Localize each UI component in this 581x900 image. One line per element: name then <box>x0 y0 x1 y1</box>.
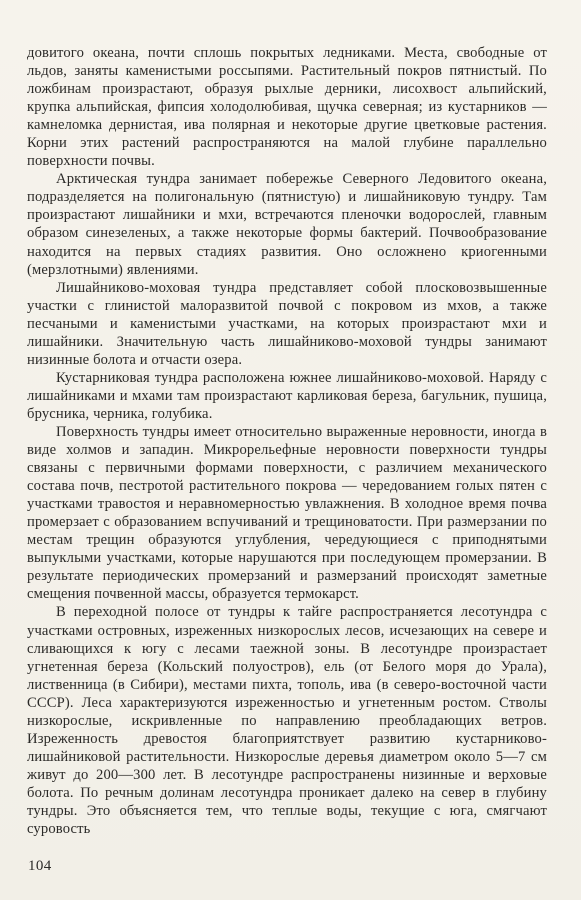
paragraph-6: В переходной полосе от тундры к тайге распространяется лесотундра с участками островных, изреженных низкорослых лесов, исчезающих на севере и сливающихся к югу с лесами таежной зоны. В лесотундре произрастает угнетенная береза (Кольский полуостров), ель (от Белого моря до Урала), лиственница (в Сибири), местами пихта, тополь, ива (в северо-восточной части СССР). Леса характеризуются изреженностью и угнетенным ростом. Стволы низкорослые, искривленные по направлению преобладающих ветров. Изреженность древостоя благоприятствует развитию кустарниково-лишайниковой растительности. Низкорослые деревья диаметром около 5—7 см живут до 200—300 лет. В лесотундре распространены низинные и верховые болота. По речным долинам лесотундра проникает далеко на север в глубину тундры. Это объясняется тем, что теплые воды, текущие с юга, смягчают суровость <box>27 604 547 838</box>
paragraph-2: Арктическая тундра занимает побережье Северного Ледовитого океана, подразделяется на полигональную (пятнистую) и лишайниковую тундру. Там произрастают лишайники и мхи, встречаются пленочки водорослей, главным образом синезеленых, а также некоторые формы бактерий. Почвообразование находится на первых стадиях развития. Оно осложнено криогенными (мерзлотными) явлениями. <box>27 171 547 278</box>
page-number: 104 <box>28 858 52 874</box>
paragraph-1: довитого океана, почти сплошь покрытых ледниками. Места, свободные от льдов, заняты каменистыми россыпями. Растительный покров пятнистый. По ложбинам произрастают, образуя рыхлые дерники, лисохвост альпийский, крупка альпийская, фипсия холодолюбивая, щучка северная; из кустарников — камнеломка дернистая, ива полярная и некоторые другие цветковые растения. Корни этих растений распространяются на малой глубине параллельно поверхности почвы. <box>27 45 547 170</box>
paragraph-4: Кустарниковая тундра расположена южнее лишайниково-моховой. Наряду с лишайниками и мхами там произрастают карликовая береза, багульник, пушица, брусника, черника, голубика. <box>27 369 547 422</box>
paragraph-3: Лишайниково-моховая тундра представляет собой плосковозвышенные участки с глинистой малоразвитой почвой с покровом из мхов, а также песчаными и каменистыми участками, на которых произрастают мхи и лишайники. Значительную часть лишайниково-моховой тундры занимают низинные болота и отчасти озера. <box>27 279 547 368</box>
paragraph-5: Поверхность тундры имеет относительно выраженные неровности, иногда в виде холмов и западин. Микрорельефные неровности поверхности тундры связаны с первичными формами поверхности, с различием механического состава почв, пестротой растительного покрова — чередованием голых пятен с участками травостоя и неравномерностью увлажнения. В холодное время почва промерзает с образованием вспучиваний и трещиноватости. При размерзании по местам трещин образуются углубления, чередующиеся с приподнятыми выпуклыми участками, которые нарушаются при последующем промерзании. В результате периодических промерзаний и размерзаний происходят заметные смещения почвенной массы, образуется термокарст. <box>27 423 547 603</box>
